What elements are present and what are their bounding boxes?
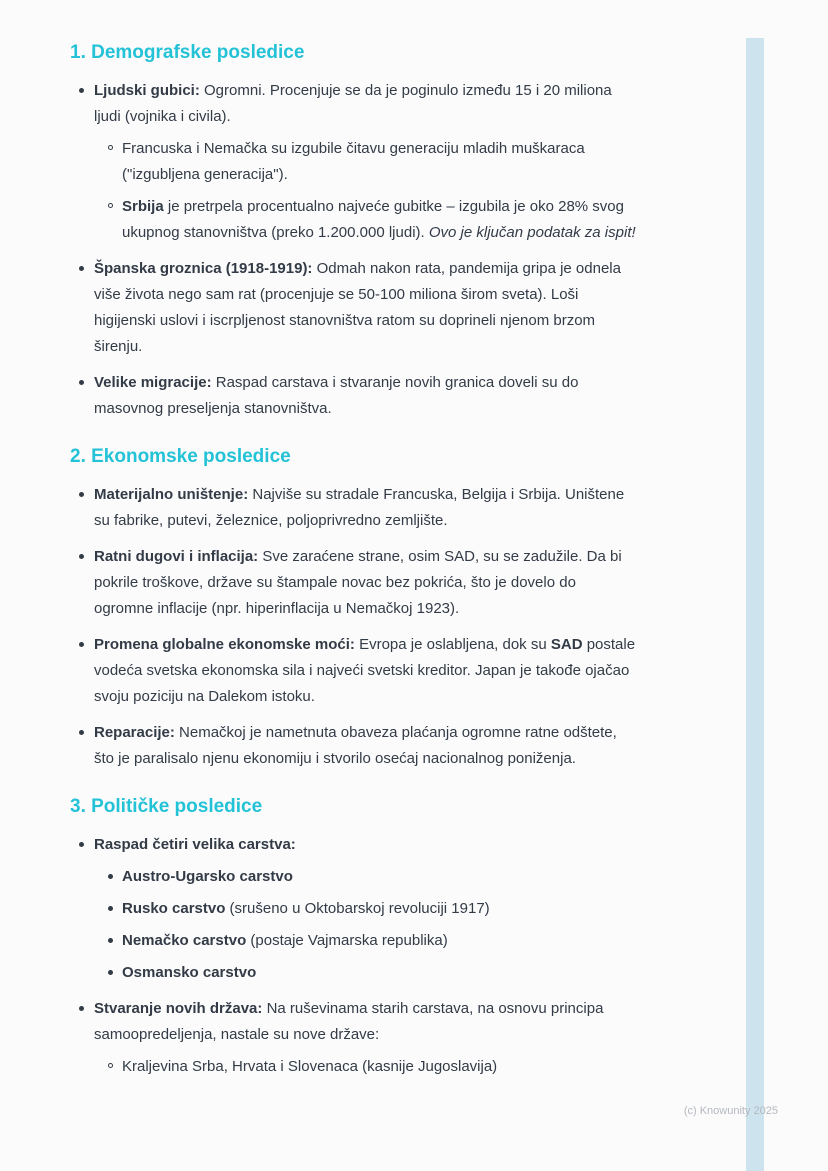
- bullet-item: [70, 1054, 636, 1080]
- bullet-icon: [108, 906, 113, 911]
- bullet-icon: [79, 842, 84, 847]
- text-segment: Ovo je ključan podatak za ispit!: [428, 224, 636, 241]
- text-segment: Velike migracije:: [94, 374, 212, 391]
- item-text: [122, 868, 293, 885]
- document-content: [70, 40, 636, 1080]
- text-segment: Španska groznica (1918-1919):: [94, 260, 313, 277]
- text-segment: Raspad četiri velika carstva:: [94, 836, 296, 853]
- bullet-icon: [79, 492, 84, 497]
- bullet-icon: [79, 88, 84, 93]
- bullet-item: [70, 896, 636, 922]
- text-segment: Kraljevina Srba, Hrvata i Slovenaca (kasnije Jugoslavija): [122, 1058, 498, 1075]
- bullet-item: [70, 136, 636, 188]
- item-text: [94, 636, 635, 705]
- bullet-item: [70, 370, 636, 422]
- item-text: [122, 1058, 497, 1075]
- item-text: [122, 964, 256, 981]
- bullet-icon: [79, 642, 84, 647]
- text-segment: Sve zaraćene strane, osim SAD, su se zadužile. Da bi pokrile troškove, države su štampale novac bez pokrića, što je dovelo do ogromne inflacije (npr. hiperinflacija u Nemačkoj 1923).: [94, 548, 622, 617]
- bullet-item: [70, 256, 636, 360]
- item-text: [94, 548, 622, 617]
- item-text: [122, 932, 448, 949]
- text-segment: Raspad carstava i stvaranje novih granica doveli su do masovnog preseljenja stanovništva.: [94, 374, 579, 417]
- text-segment: postale vodeća svetska ekonomska sila i najveći svetski kreditor. Japan je takođe ojačao svoju poziciju na Dalekom istoku.: [94, 636, 636, 705]
- text-segment: Nemačkoj je nametnuta obaveza plaćanja ogromne ratne odštete, što je paralisalo njenu ekonomiju i stvorilo osećaj nacionalnog poniženja.: [94, 724, 617, 767]
- text-segment: Odmah nakon rata, pandemija gripa je odnela više života nego sam rat (procenjuje se 50-100 miliona širom sveta). Loši higijenski uslovi i iscrpljenost stanovništva ratom su doprineli njenom brzom širenju.: [94, 260, 621, 355]
- bullet-icon: [108, 970, 113, 975]
- bullet-item: [70, 482, 636, 534]
- section-heading: 1. Demografske posledice: [70, 42, 305, 63]
- copyright-watermark: (c) Knowunity 2025: [683, 1105, 778, 1117]
- text-segment: SAD: [550, 636, 583, 653]
- text-segment: Nemačko carstvo: [122, 932, 247, 949]
- bullet-item: [70, 632, 636, 710]
- text-segment: Austro-Ugarsko carstvo: [122, 868, 293, 885]
- item-text: [122, 900, 490, 917]
- bullet-item: [70, 832, 636, 858]
- bullet-icon: [79, 266, 84, 271]
- item-text: [94, 82, 612, 125]
- text-segment: Osmansko carstvo: [122, 964, 257, 981]
- text-segment: Ljudski gubici:: [94, 82, 200, 99]
- item-text: [94, 724, 617, 767]
- section-heading: 3. Političke posledice: [70, 796, 263, 817]
- bullet-item: [70, 864, 636, 890]
- bullet-icon: [79, 1006, 84, 1011]
- bullet-item: [70, 720, 636, 772]
- text-segment: (srušeno u Oktobarskoj revoluciji 1917): [225, 900, 490, 917]
- text-segment: Evropa je oslabljena, dok su: [354, 636, 551, 653]
- text-segment: Ogromni. Procenjuje se da je poginulo između 15 i 20 miliona ljudi (vojnika i civila).: [94, 82, 612, 125]
- bullet-item: [70, 194, 636, 246]
- bullet-icon: [79, 380, 84, 385]
- bullet-item: [70, 996, 636, 1048]
- hollow-bullet-icon: [108, 203, 113, 208]
- text-segment: Srbija: [122, 198, 164, 215]
- text-segment: Materijalno uništenje:: [94, 486, 249, 503]
- text-segment: je pretrpela procentualno najveće gubitke – izgubila je oko 28% svog ukupnog stanovništva (preko 1.200.000 ljudi).: [122, 198, 624, 241]
- bullet-icon: [108, 938, 113, 943]
- section-heading: 2. Ekonomske posledice: [70, 446, 291, 467]
- bullet-item: [70, 78, 636, 130]
- text-segment: Francuska i Nemačka su izgubile čitavu generaciju mladih muškaraca ("izgubljena generacija").: [122, 140, 585, 183]
- text-segment: Reparacije:: [94, 724, 175, 741]
- text-segment: (postaje Vajmarska republika): [246, 932, 448, 949]
- text-segment: Stvaranje novih država:: [94, 1000, 263, 1017]
- text-segment: Promena globalne ekonomske moći:: [94, 636, 355, 653]
- item-text: [122, 198, 636, 241]
- text-segment: Ratni dugovi i inflacija:: [94, 548, 259, 565]
- page-edge-strip: [746, 38, 764, 1171]
- item-text: [94, 260, 621, 355]
- bullet-icon: [79, 730, 84, 735]
- hollow-bullet-icon: [108, 1063, 113, 1068]
- text-segment: Na ruševinama starih carstava, na osnovu principa samoopredeljenja, nastale su nove države:: [94, 1000, 604, 1043]
- item-text: [94, 374, 578, 417]
- text-segment: Najviše su stradale Francuska, Belgija i Srbija. Uništene su fabrike, putevi, železnice, poljoprivredno zemljište.: [94, 486, 625, 529]
- item-text: [94, 486, 624, 529]
- bullet-item: [70, 960, 636, 986]
- item-text: [94, 1000, 603, 1043]
- hollow-bullet-icon: [108, 145, 113, 150]
- item-text: [122, 140, 585, 183]
- bullet-item: [70, 928, 636, 954]
- item-text: [94, 836, 296, 853]
- text-segment: Rusko carstvo: [122, 900, 226, 917]
- bullet-icon: [108, 874, 113, 879]
- bullet-item: [70, 544, 636, 622]
- bullet-icon: [79, 554, 84, 559]
